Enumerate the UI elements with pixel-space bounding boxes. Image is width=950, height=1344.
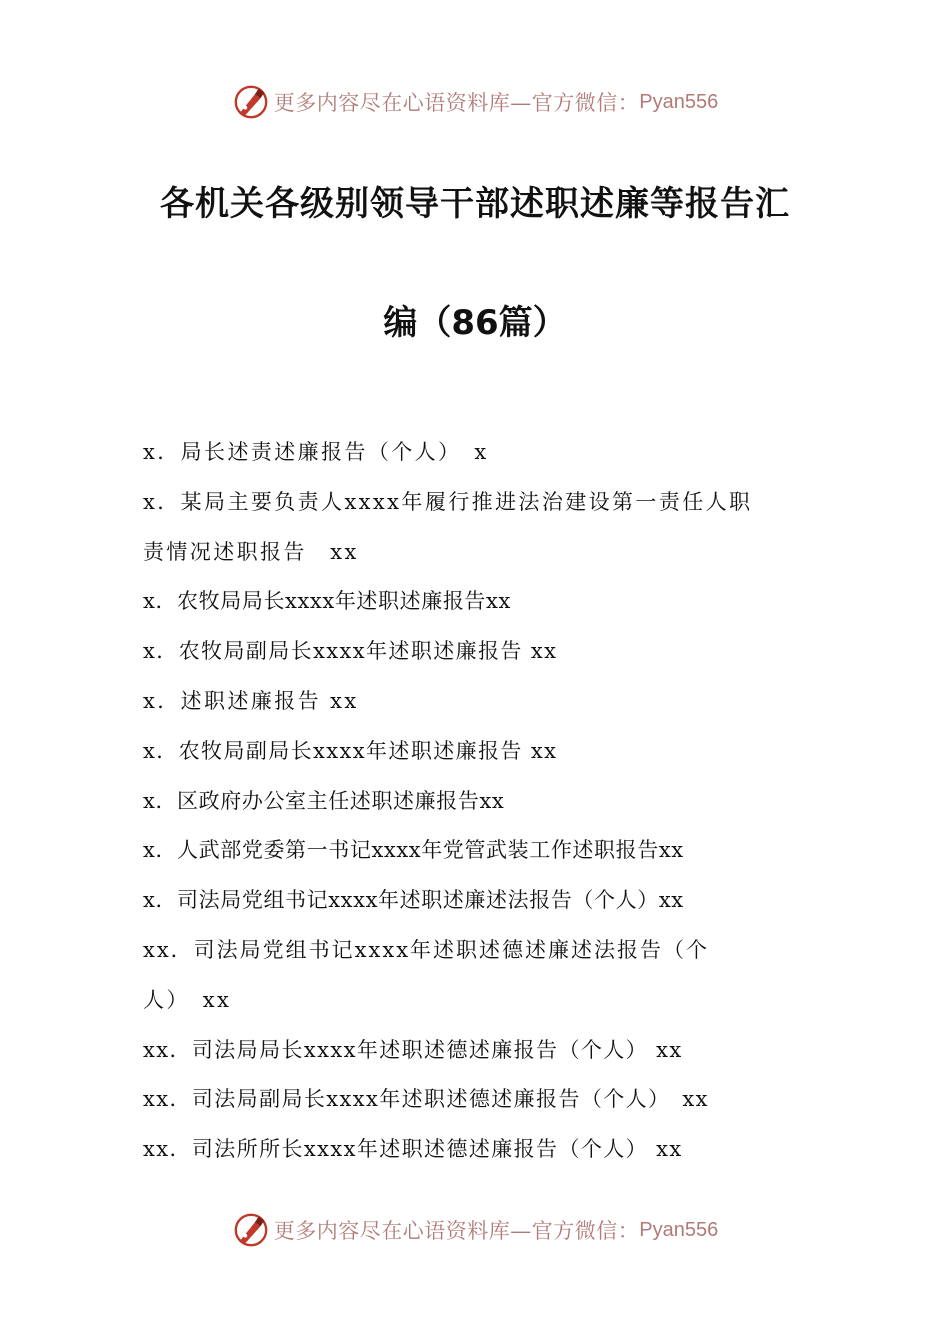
footer-watermark-text: 更多内容尽在心语资料库—官方微信： [273, 1219, 640, 1243]
pen-nib-logo-icon [232, 83, 270, 121]
toc-entry: x．述职述廉报告 xx [143, 688, 359, 713]
footer-watermark-banner [0, 1208, 950, 1252]
toc-entry: x．农牧局副局长xxxx年述职述廉报告 xx [143, 639, 558, 664]
header-watermark-banner [0, 80, 950, 124]
toc-entry: x．局长述责述廉报告（个人） x [143, 440, 489, 464]
toc-entry: x．司法局党组书记xxxx年述职述廉述法报告（个人）xx [143, 888, 684, 913]
toc-entry: x．农牧局副局长xxxx年述职述廉报告 xx [143, 738, 558, 763]
footer-wechat-id: Pyan556 [639, 1218, 719, 1241]
document-title-line-1: 各机关各级别领导干部述职述廉等报告汇 [160, 184, 790, 224]
table-of-contents [143, 428, 808, 1175]
toc-entry: x．区政府办公室主任述职述廉报告xx [143, 788, 505, 813]
toc-entry-continuation: 人） xx [143, 987, 232, 1012]
document-title-line-2: 编（86篇） [383, 303, 567, 343]
toc-entry: xx．司法局党组书记xxxx年述职述德述廉述法报告（个 [143, 937, 710, 962]
toc-entry: xx．司法局局长xxxx年述职述德述廉报告（个人） xx [143, 1037, 683, 1062]
header-watermark-text: 更多内容尽在心语资料库—官方微信： [273, 91, 640, 115]
toc-entry: xx．司法所所长xxxx年述职述德述廉报告（个人） xx [143, 1137, 683, 1162]
toc-entry: xx．司法局副局长xxxx年述职述德述廉报告（个人） xx [143, 1087, 709, 1112]
header-wechat-id: Pyan556 [639, 90, 719, 113]
toc-entry-continuation: 责情况述职报告 xx [143, 539, 359, 564]
toc-entry: x．某局主要负责人xxxx年履行推进法治建设第一责任人职 [143, 489, 753, 514]
toc-entry: x．农牧局局长xxxx年述职述廉报告xx [143, 589, 511, 614]
pen-nib-logo-icon [232, 1211, 270, 1249]
toc-entry: x．人武部党委第一书记xxxx年党管武装工作述职报告xx [143, 838, 684, 863]
